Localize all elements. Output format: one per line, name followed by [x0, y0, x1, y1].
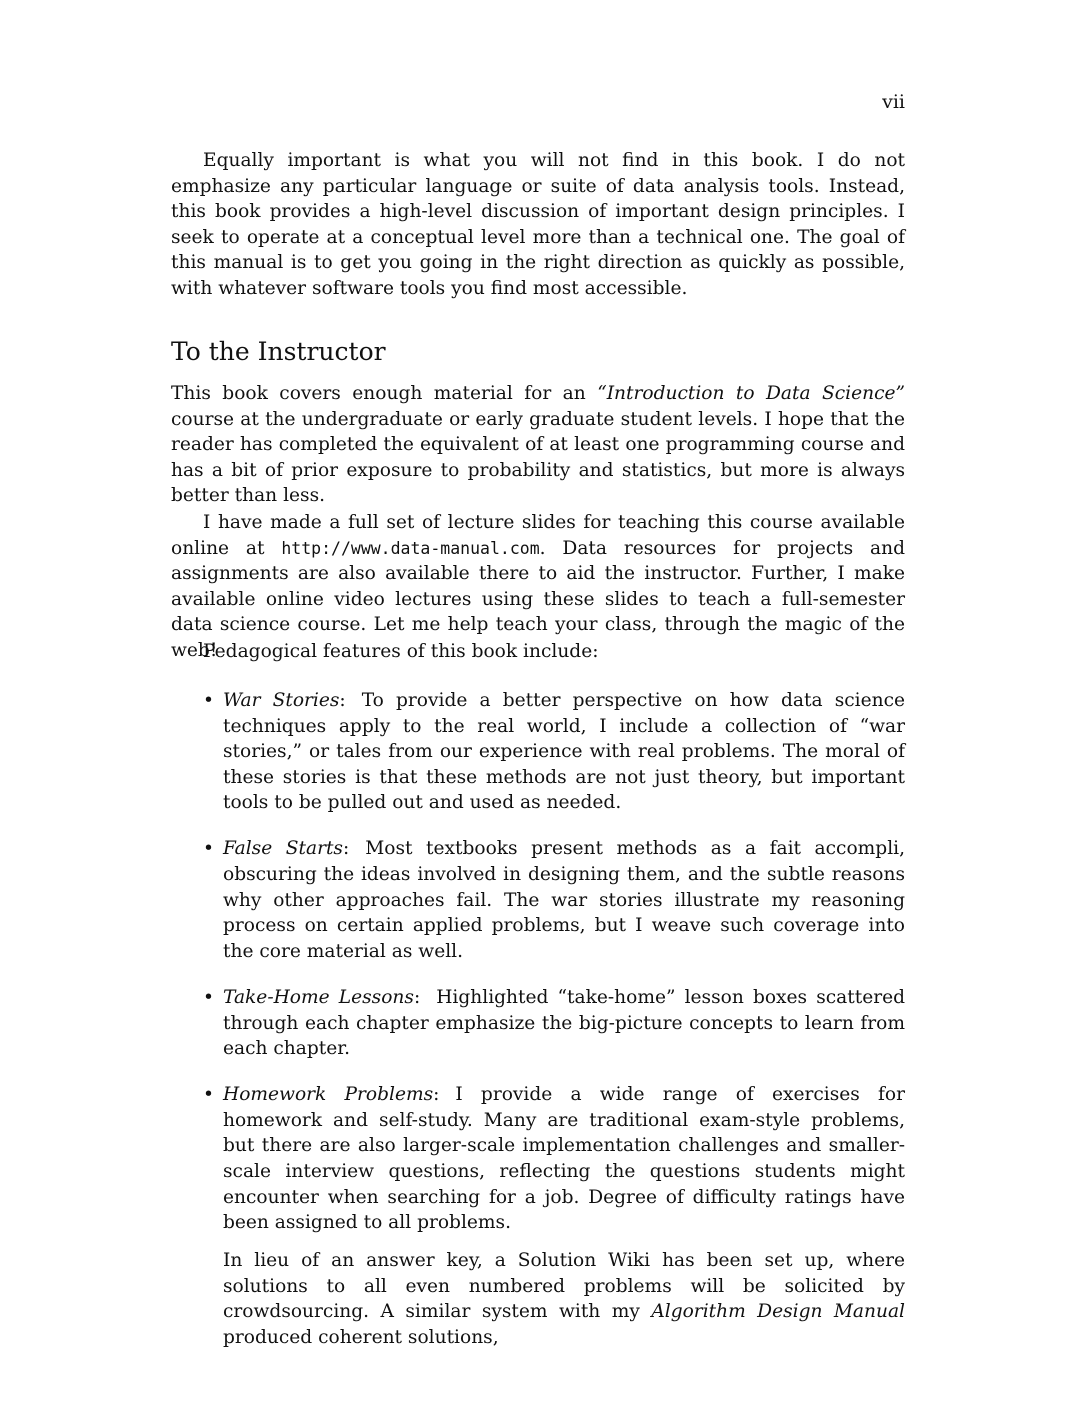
intro-paragraph: Equally important is what you will not find in this book. I do not emphasize any particular language or suite of data analysis tools. Instead, this book provides a high-level discussion of important design principles. I seek to operate at a conceptual level more than a technical one. The goal of this manual is to get you going in the right direction as quickly as possible, with whatever software tools you find most accessible.: [171, 150, 905, 299]
list-item: [171, 985, 905, 1062]
p1-before: This book covers enough material for an: [171, 383, 598, 404]
feature-text: To provide a better perspective on how data science techniques apply to the real world, I include a collection of “war stories,” or tales from our experience with real problems. The moral of these stories is that these methods are not just theory, but important tools to be pulled out and used as needed.: [223, 690, 905, 814]
section-title: To the Instructor: [171, 337, 386, 366]
instructor-paragraph-1: [171, 381, 905, 509]
page-number: vii: [882, 91, 905, 113]
feature-term: Homework Problems: [223, 1084, 434, 1106]
feature-term: War Stories: [223, 690, 340, 711]
feature-term: Take-Home Lessons: [223, 986, 414, 1008]
feature-term: False Starts: [223, 838, 343, 860]
feature-text: Highlighted “take-home” lesson boxes scattered through each chapter emphasize the big-picture concepts to learn from each chapter.: [223, 986, 906, 1060]
bullet-icon: •: [203, 986, 214, 1008]
bullet-icon: •: [203, 838, 214, 860]
list-item: [171, 1082, 905, 1236]
website-url: http://www.data-manual.com: [281, 538, 540, 558]
final-after: produced coherent solutions,: [223, 1327, 499, 1349]
list-item: [171, 836, 905, 964]
term-colon: :: [413, 986, 421, 1008]
p1-after: course at the undergraduate or early graduate student levels. I hope that the reader has completed the equivalent of at least one programming course and has a bit of prior exposure to probability and statistics, but more is always better than less.: [171, 408, 905, 507]
features-list: [171, 688, 905, 1351]
feature-text: I provide a wide range of exercises for homework and self-study. Many are traditional exam-style problems, but there are also larger-scale implementation challenges and smaller-scale interview questions, reflecting the questions students might encounter when searching for a job. Degree of difficulty ratings have been assigned to all problems.: [223, 1084, 905, 1234]
list-item: [171, 688, 905, 816]
book-title: Algorithm Design Manual: [651, 1301, 905, 1323]
term-colon: :: [342, 838, 350, 860]
solution-wiki-paragraph: [171, 1248, 905, 1350]
bullet-icon: •: [203, 1084, 214, 1106]
final-before: In lieu of an answer key, a Solution Wiki has been set up, where solutions to all even numbered problems will be solicited by crowdsourcing. A similar system with my: [223, 1250, 905, 1323]
feature-text: Most textbooks present methods as a fait accompli, obscuring the ideas involved in designing them, and the subtle reasons why other approaches fail. The war stories illustrate my reasoning process on certain applied problems, but I weave such coverage into the core material as well.: [223, 838, 905, 962]
term-colon: :: [339, 690, 346, 711]
p2-after: . Data resources for projects and assignments are also available there to aid the instructor. Further, I make available online video lectures using these slides to teach a full-semester data science course. Let me help teach your class, through the magic of the web!: [171, 537, 905, 661]
term-colon: :: [433, 1084, 440, 1106]
bullet-icon: •: [203, 690, 214, 711]
instructor-paragraph-3: Pedagogical features of this book include:: [203, 641, 599, 662]
p2-before: I have made a full set of lecture slides for teaching this course available online at: [171, 512, 905, 559]
course-title: “Introduction to Data Science”: [597, 383, 905, 404]
